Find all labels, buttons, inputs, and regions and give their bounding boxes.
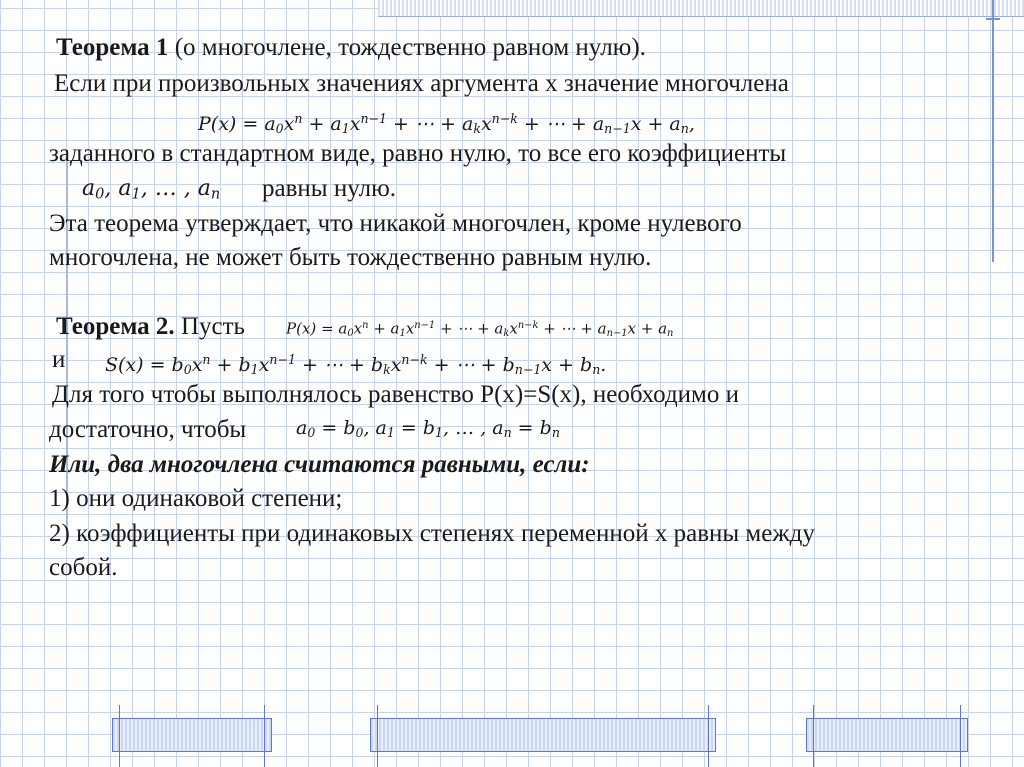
bottom-decorative-block-center [370, 718, 716, 752]
theorem1-line4: Эта теорема утверждает, что никакой многочлен, кроме нулевого [49, 210, 742, 237]
theorem2-formula-p: $P(x) = a_0x^n + a_1x^{n-1}$ + ⋯ + $a_kx^{n-k}$ + ⋯ + $a_{n-1}x + a_n$ [286, 319, 674, 339]
theorem1-title-rest: (о многочлене, тождественно равном нулю). [168, 34, 646, 61]
theorem2-condition: $a_0 = b_0$, $a_1 = b_1$, … , $a_n = b_n$ [296, 417, 560, 441]
theorem1-heading [56, 33, 646, 63]
theorem1-formula-p: $P(x) = a_0x^n + a_1x^{n-1}$ + ⋯ + $a_kx^{n-k}$ + ⋯ + $a_{n-1}x + a_n$, [198, 111, 695, 137]
theorem1-coefficients: $a_0$, $a_1$, … , $a_n$ [82, 176, 221, 203]
top-decorative-strip [378, 0, 1024, 17]
theorem1-line1: Если при произвольных значениях аргумента х значение многочлена [54, 70, 789, 97]
theorem2-title: Теорема 2. [56, 313, 175, 340]
bottom-decorative-block-left [112, 718, 272, 752]
bottom-decorative-block-right [806, 718, 968, 752]
right-margin-rule [992, 0, 994, 262]
theorem1-line2: заданного в стандартном виде, равно нулю, то все его коэффициенты [49, 140, 787, 167]
theorem1-title: Теорема 1 [56, 34, 169, 61]
theorem1-line5: многочлена, не может быть тождественно равным нулю. [49, 244, 652, 271]
theorem2-line2: достаточно, чтобы [49, 416, 247, 443]
theorem1-line3: равны нулю. [262, 175, 397, 202]
theorem2-or-line: Или, два многочлена считаются равными, если: [49, 451, 590, 478]
theorem2-heading [56, 312, 245, 342]
theorem2-item2-line2: собой. [49, 554, 118, 581]
theorem2-item2-line1: 2) коэффициенты при одинаковых степенях переменной х равны между [49, 520, 815, 547]
theorem2-item1: 1) они одинаковой степени; [49, 485, 343, 512]
theorem2-title-rest: Пусть [174, 313, 245, 340]
theorem2-line1: Для того чтобы выполнялось равенство P(x)=S(x), необходимо и [52, 381, 739, 408]
theorem2-and: и [52, 346, 66, 373]
theorem2-formula-s: $S(x) = b_0x^n + b_1x^{n-1}$ + ⋯ + $b_kx^{n-k}$ + ⋯ + $b_{n-1}x + b_n$. [105, 352, 607, 378]
right-margin-tick [986, 18, 1000, 20]
